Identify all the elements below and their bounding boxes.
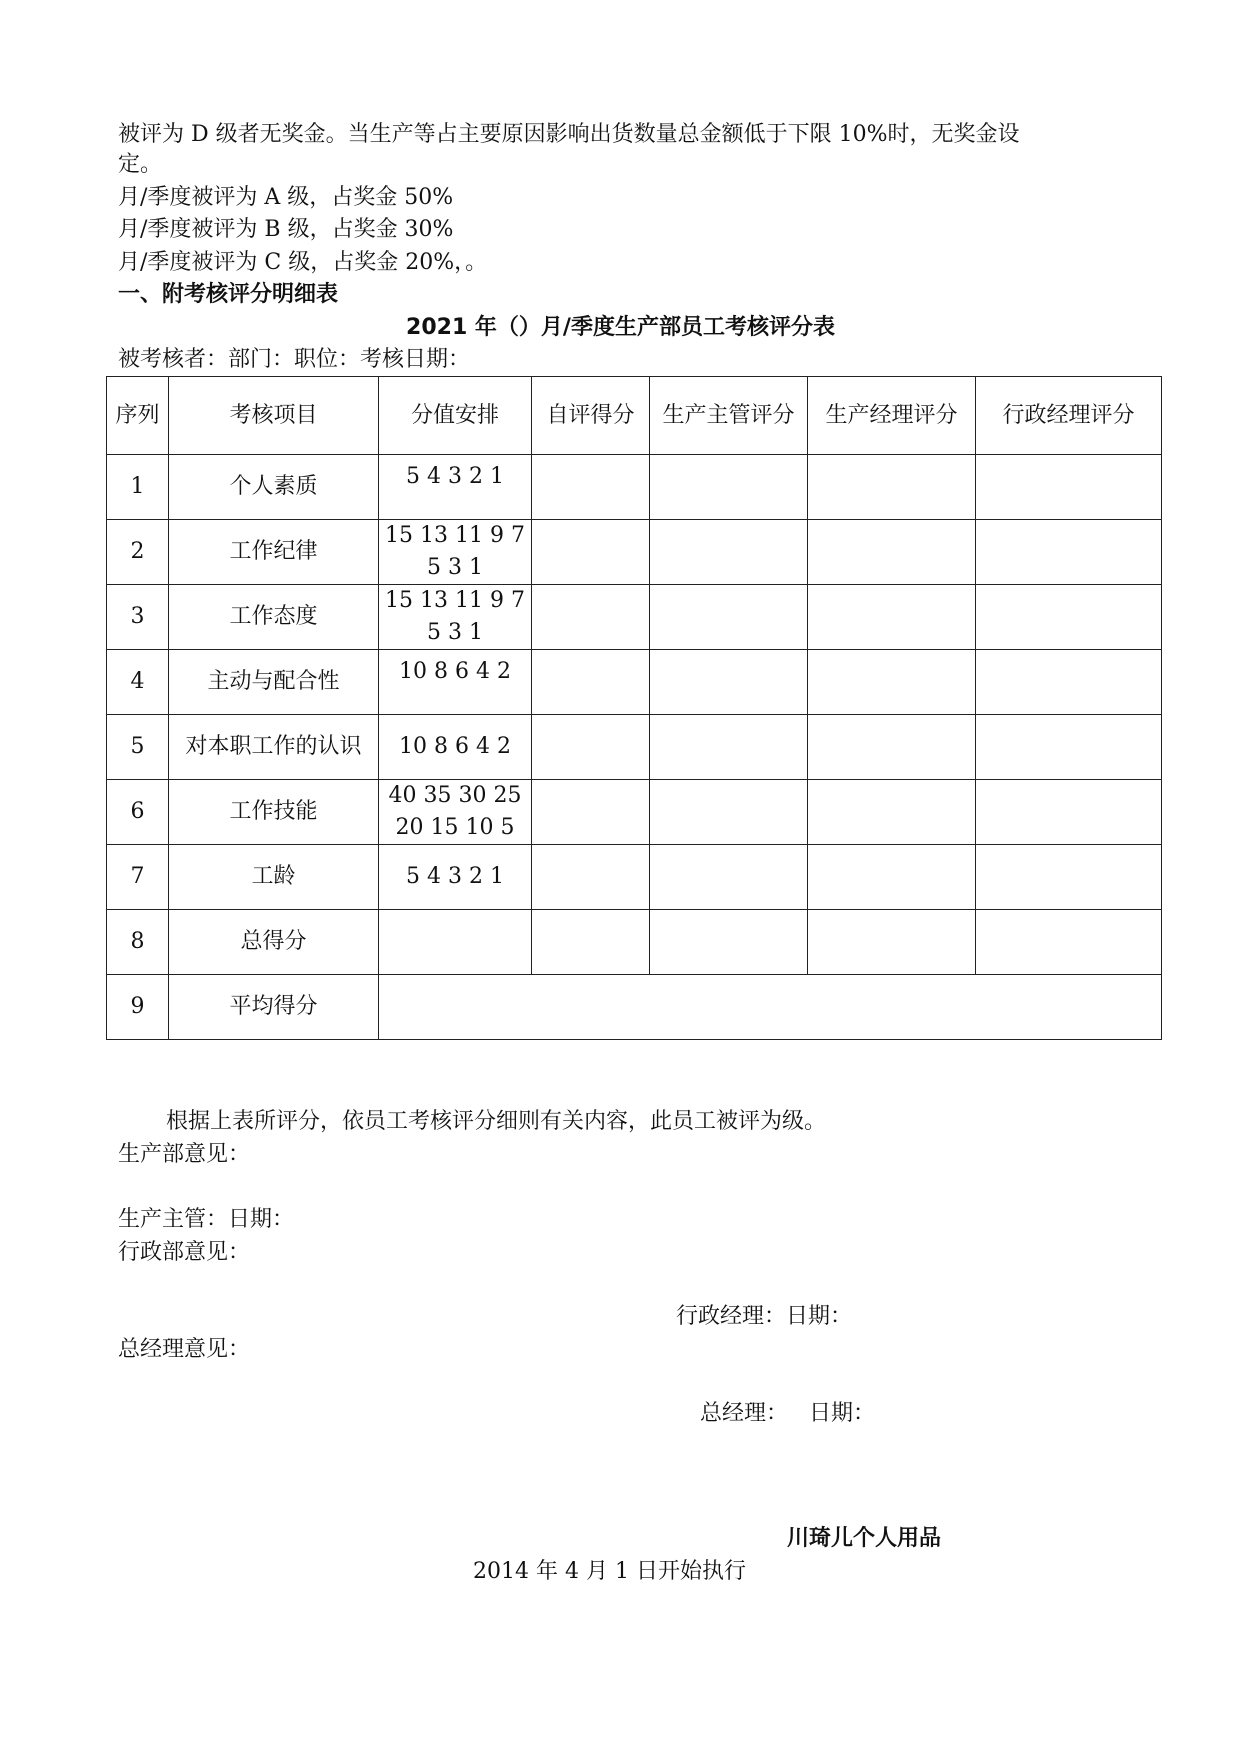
admin-score-cell xyxy=(975,910,1161,975)
grade-b-text: 月/季度被评为 B 级，占奖金 30% xyxy=(118,217,454,242)
score-range: 15 13 11 9 7 5 3 1 xyxy=(379,520,532,585)
supervisor-score-cell xyxy=(649,520,807,585)
header-cell: 生产主管评分 xyxy=(649,377,807,455)
item-name: 个人素质 xyxy=(169,455,379,520)
company-name: 川琦儿个人用品 xyxy=(787,1526,942,1551)
intro-text: 定。 xyxy=(118,152,163,177)
grade-a-text: 月/季度被评为 A 级，占奖金 50% xyxy=(118,185,454,210)
average-score-cell xyxy=(379,975,1162,1040)
score-range: 15 13 11 9 7 5 3 1 xyxy=(379,585,532,650)
item-name: 工作技能 xyxy=(169,780,379,845)
supervisor-score-cell xyxy=(649,455,807,520)
admin-score-cell xyxy=(975,520,1161,585)
row-number: 8 xyxy=(107,910,169,975)
table-row xyxy=(107,455,1162,520)
admin-score-cell xyxy=(975,585,1161,650)
self-score-cell xyxy=(531,585,649,650)
row-number: 9 xyxy=(107,975,169,1040)
admin-score-cell xyxy=(975,455,1161,520)
row-number: 4 xyxy=(107,650,169,715)
header-cell: 分值安排 xyxy=(379,377,532,455)
score-range: 40 35 30 25 20 15 10 5 xyxy=(379,780,532,845)
row-number: 2 xyxy=(107,520,169,585)
supervisor-score-cell xyxy=(649,715,807,780)
production-opinion-label: 生产部意见： xyxy=(118,1142,251,1167)
score-table xyxy=(106,376,1162,1040)
self-score-cell xyxy=(531,780,649,845)
self-score-cell xyxy=(531,845,649,910)
form-title: 2021 年（）月/季度生产部员工考核评分表 xyxy=(406,315,835,340)
item-name: 工作纪律 xyxy=(169,520,379,585)
supervisor-score-cell xyxy=(649,845,807,910)
self-score-cell xyxy=(531,650,649,715)
header-cell: 行政经理评分 xyxy=(975,377,1161,455)
item-name: 平均得分 xyxy=(169,975,379,1040)
row-number: 1 xyxy=(107,455,169,520)
table-row xyxy=(107,910,1162,975)
score-range: 5 4 3 2 1 xyxy=(379,455,532,520)
table-header-row xyxy=(107,377,1162,455)
table-row xyxy=(107,520,1162,585)
production-supervisor-signature: 生产主管：日期： xyxy=(118,1207,295,1232)
header-cell: 序列 xyxy=(107,377,169,455)
item-name: 主动与配合性 xyxy=(169,650,379,715)
table-row xyxy=(107,780,1162,845)
table-row xyxy=(107,585,1162,650)
manager-score-cell xyxy=(807,845,975,910)
section-heading: 一、附考核评分明细表 xyxy=(118,282,339,307)
table-row xyxy=(107,715,1162,780)
supervisor-score-cell xyxy=(649,780,807,845)
score-range: 10 8 6 4 2 xyxy=(379,715,532,780)
manager-score-cell xyxy=(807,455,975,520)
admin-score-cell xyxy=(975,715,1161,780)
admin-score-cell xyxy=(975,845,1161,910)
table-row xyxy=(107,845,1162,910)
general-manager-signature: 总经理： 日期： xyxy=(700,1401,875,1426)
form-info-line: 被考核者：部门：职位：考核日期： xyxy=(118,347,471,372)
table-row xyxy=(107,975,1162,1040)
manager-score-cell xyxy=(807,650,975,715)
conclusion-text: 根据上表所评分，依员工考核评分细则有关内容，此员工被评为级。 xyxy=(166,1109,827,1134)
self-score-cell xyxy=(531,455,649,520)
manager-score-cell xyxy=(807,780,975,845)
row-number: 7 xyxy=(107,845,169,910)
manager-score-cell xyxy=(807,910,975,975)
row-number: 5 xyxy=(107,715,169,780)
intro-text: 被评为 D 级者无奖金。当生产等占主要原因影响出货数量总金额低于下限 10%时，无奖金设 xyxy=(118,122,1020,147)
supervisor-score-cell xyxy=(649,585,807,650)
header-cell: 自评得分 xyxy=(531,377,649,455)
table-row xyxy=(107,650,1162,715)
admin-manager-signature: 行政经理：日期： xyxy=(676,1304,853,1329)
item-name: 工作态度 xyxy=(169,585,379,650)
self-score-cell xyxy=(531,910,649,975)
effective-date: 2014 年 4 月 1 日开始执行 xyxy=(473,1559,746,1584)
admin-score-cell xyxy=(975,650,1161,715)
self-score-cell xyxy=(531,715,649,780)
self-score-cell xyxy=(531,520,649,585)
score-range xyxy=(379,910,532,975)
manager-score-cell xyxy=(807,520,975,585)
row-number: 3 xyxy=(107,585,169,650)
grade-c-text: 月/季度被评为 C 级，占奖金 20%，。 xyxy=(118,250,488,275)
header-cell: 考核项目 xyxy=(169,377,379,455)
item-name: 总得分 xyxy=(169,910,379,975)
row-number: 6 xyxy=(107,780,169,845)
score-range: 5 4 3 2 1 xyxy=(379,845,532,910)
manager-score-cell xyxy=(807,585,975,650)
manager-score-cell xyxy=(807,715,975,780)
admin-opinion-label: 行政部意见： xyxy=(118,1240,251,1265)
item-name: 工龄 xyxy=(169,845,379,910)
supervisor-score-cell xyxy=(649,650,807,715)
admin-score-cell xyxy=(975,780,1161,845)
item-name: 对本职工作的认识 xyxy=(169,715,379,780)
header-cell: 生产经理评分 xyxy=(807,377,975,455)
score-range: 10 8 6 4 2 xyxy=(379,650,532,715)
general-manager-opinion-label: 总经理意见： xyxy=(118,1337,251,1362)
supervisor-score-cell xyxy=(649,910,807,975)
